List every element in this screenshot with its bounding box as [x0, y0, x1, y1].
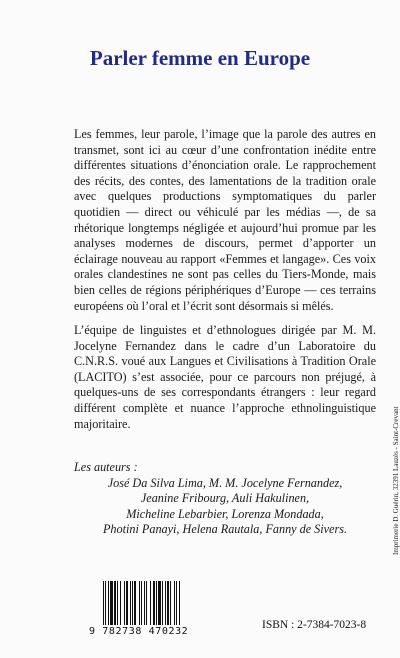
isbn-label: ISBN : 2-7384-7023-8 — [262, 619, 367, 631]
book-title: Parler femme en Europe — [89, 46, 311, 70]
barcode-image — [103, 581, 220, 625]
description-paragraph-2: L’équipe de linguistes et d’ethnologues dirigée par M. M. Jocelyne Fernandez dans le cadre d’un Laboratoire du C.N.R.S. voué aux Langues et Civilisations à Tradition Orale (LACITO) s’est associée, pour ce parcours non préjugé, à quelques-uns de ses correspondants étrangers : leur regard différent complète et nuance l’approche ethnolinguistique majoritaire. — [74, 323, 376, 431]
authors-heading: Les auteurs : — [74, 460, 138, 474]
printer-credit: Imprimerie D. Guérin, 32391 Lauzès - Saint-Crevant — [392, 406, 400, 555]
description-paragraph-1: Les femmes, leur parole, l’image que la parole des autres en transmet, sont ici au cœur d’une confrontation inédite entre différentes situations d’énonciation orale. Le rapprochement des récits, des contes, des lamentations de la tradition orale avec quelques productions symptomatiques du parler quotidien — direct ou véhiculé par les médias —, de sa rhétorique longtemps négligée et aujourd’hui promue par les analyses modernes de discours, permet d’apporter un éclairage nouveau au rapport «Femmes et langage». Ces voix orales clandestines ne sont pas celles du Tiers-Monde, mais bien celles de régions périphériques d’Europe — ces terrains européens où l’oral et l’écrit sont désormais si mêlés. — [74, 127, 376, 313]
authors-block — [74, 460, 376, 538]
barcode-digits: 9 782738 470232 — [89, 626, 189, 637]
authors-line: Jeanine Fribourg, Auli Hakulinen, — [140, 491, 310, 506]
authors-line: Micheline Lebarbier, Lorenza Mondada, — [126, 506, 324, 521]
authors-line: Photini Panayi, Helena Rautala, Fanny de Sivers. — [102, 522, 348, 537]
authors-line: José Da Silva Lima, M. M. Jocelyne Fernandez, — [107, 475, 343, 490]
